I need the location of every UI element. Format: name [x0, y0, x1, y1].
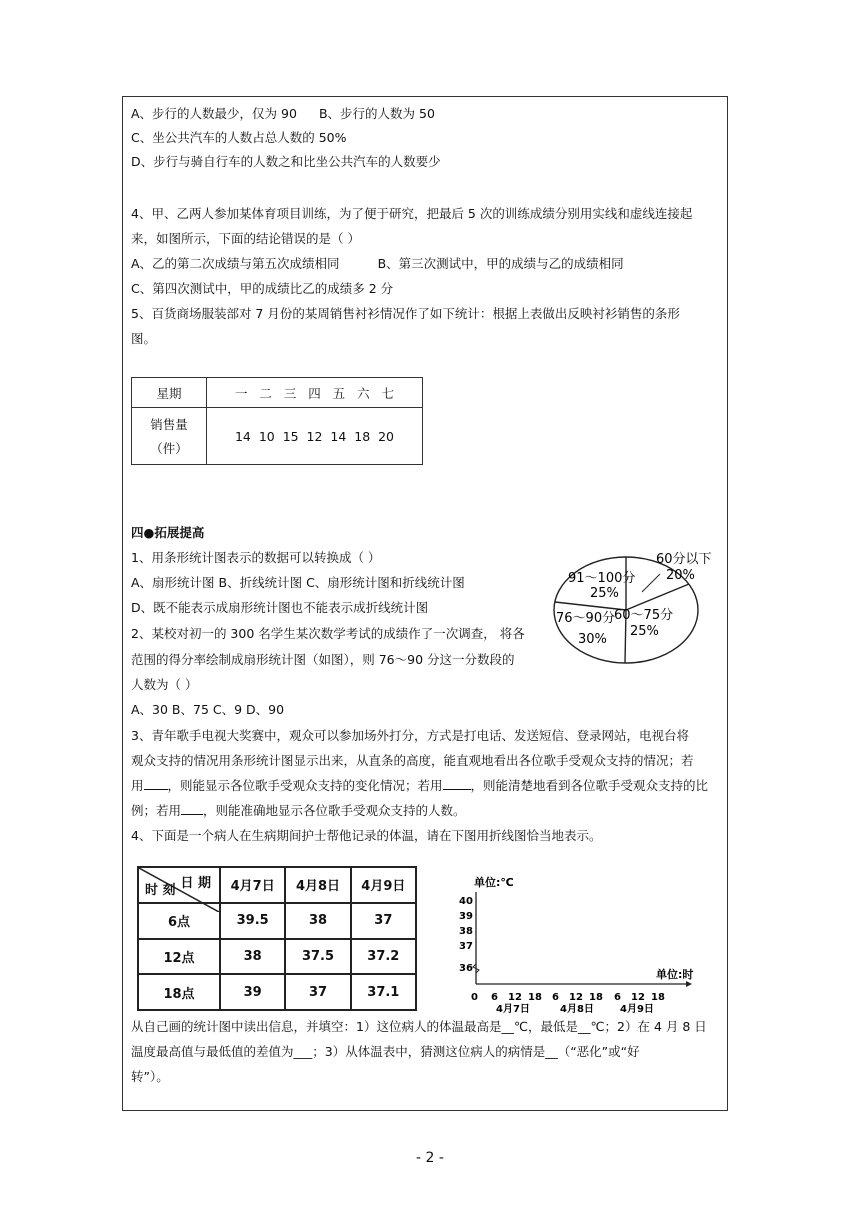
temp-table-time: 6点	[138, 903, 220, 939]
temp-table-cell: 38	[220, 939, 285, 975]
sales-table-weekdays: 一 二 三 四 五 六 七	[207, 378, 423, 408]
x-tick-label: 6	[491, 992, 498, 1003]
s4-q3-line3: 用 ，则能显示各位歌手受观众支持的变化情况；若用 ，则能清楚地看到各位歌手受观众支持的比	[131, 778, 709, 793]
s4-q4-text: 4、下面是一个病人在生病期间护士帮他记录的体温，请在下图用折线图恰当地表示。	[131, 828, 602, 843]
s4-q1-text: 1、用条形统计图表示的数据可以转换成（ ）	[131, 550, 381, 565]
s4-q2-line2: 范围的得分率绘制成扇形统计图（如图），则 76～90 分这一分数段的	[131, 652, 515, 667]
temp-table-cell: 37	[351, 903, 416, 939]
s4-q2-line1: 2、某校对初一的 300 名学生某次数学考试的成绩作了一次调查， 将各	[131, 626, 525, 641]
x-axis-unit: 单位:时	[656, 968, 694, 981]
y-ticks	[459, 896, 473, 974]
x-tick-label: 12	[631, 992, 645, 1003]
q5-text-line1: 5、百货商场服装部对 7 月份的某周销售衬衫情况作了如下统计：根据上表做出反映衬衫销售的条形	[131, 306, 680, 321]
x-date-label: 4月9日	[620, 1004, 654, 1014]
pie-divider	[626, 584, 689, 610]
y-tick-label: 39	[459, 911, 473, 922]
q5-text-line2: 图。	[131, 331, 157, 346]
fill-in-line3: 转”）。	[131, 1069, 169, 1084]
fill-in-line2: 温度最高值与最低值的差值为___；3）从体温表中，猜测这位病人的病情是__（“恶化”或“好	[131, 1044, 640, 1059]
answer-blank[interactable]	[181, 814, 203, 815]
sales-table-volume-label: 销售量 （件）	[132, 408, 207, 465]
table-row	[138, 974, 416, 1010]
sales-table-weekday-label: 星期	[132, 378, 207, 408]
temp-table-time: 12点	[138, 939, 220, 975]
q4-option-c: C、第四次测试中，甲的成绩比乙的成绩多 2 分	[131, 281, 394, 296]
pie-pct-76-90: 30%	[578, 632, 607, 647]
y-tick-label: 37	[459, 941, 473, 952]
q3-option-c: C、坐公共汽车的人数占总人数的 50%	[131, 130, 347, 145]
x-date-label: 4月8日	[560, 1004, 594, 1014]
y-tick-label: 36	[459, 963, 473, 974]
s4-q1-option-d: D、既不能表示成扇形统计图也不能表示成折线统计图	[131, 600, 429, 615]
temp-table-cell: 39.5	[220, 903, 285, 939]
x-tick-label: 12	[508, 992, 522, 1003]
pie-label-91-100: 91～100分	[568, 571, 636, 586]
temp-table-cell: 37.2	[351, 939, 416, 975]
page-number: - 2 -	[416, 1150, 444, 1166]
x-tick-label: 0	[471, 992, 478, 1003]
temperature-chart-axes	[456, 874, 696, 1014]
y-tick-label: 40	[459, 896, 473, 907]
x-tick-label: 18	[528, 992, 542, 1003]
temp-table-cell: 39	[220, 974, 285, 1010]
temperature-table	[137, 866, 417, 1011]
pie-label-60-75: 60～75分	[614, 608, 674, 623]
q4-text-line1: 4、甲、乙两人参加某体育项目训练，为了便于研究，把最后 5 次的训练成绩分别用实线和虚线连接起	[131, 206, 693, 221]
pie-label-below60: 60分以下	[656, 552, 712, 567]
temp-table-date: 4月7日	[220, 867, 285, 903]
q3-option-d: D、步行与骑自行车的人数之和比坐公共汽车的人数要少	[131, 154, 441, 169]
y-tick-label: 38	[459, 926, 473, 937]
answer-blank[interactable]	[144, 789, 168, 790]
pie-pct-60-75: 25%	[630, 624, 659, 639]
score-pie-chart	[548, 546, 728, 666]
q4-options-ab: A、乙的第二次成绩与第五次成绩相同 B、第三次测试中，甲的成绩与乙的成绩相同	[131, 256, 624, 271]
temp-table-corner: 日 期 时 刻	[138, 867, 220, 903]
x-tick-label: 18	[589, 992, 603, 1003]
s4-q1-options-abc: A、扇形统计图 B、折线统计图 C、扇形统计图和折线统计图	[131, 575, 465, 590]
sales-table-values: 14 10 15 12 14 18 20	[207, 408, 423, 465]
temp-table-cell: 37.1	[351, 974, 416, 1010]
q4-text-line2: 来，如图所示，下面的结论错误的是（ ）	[131, 231, 360, 246]
sales-table	[131, 377, 423, 465]
x-tick-label: 12	[569, 992, 583, 1003]
x-date-label: 4月7日	[496, 1004, 530, 1014]
temp-table-cell: 37.5	[285, 939, 350, 975]
temp-table-cell: 37	[285, 974, 350, 1010]
s4-q3-line4: 例；若用 ，则能准确地显示各位歌手受观众支持的人数。	[131, 803, 466, 818]
section-title: 四●拓展提高	[131, 525, 205, 540]
temp-table-date: 4月8日	[285, 867, 350, 903]
s4-q3-line1: 3、青年歌手电视大奖赛中，观众可以参加场外打分，方式是打电话、发送短信、登录网站，电视台将	[131, 728, 689, 743]
s4-q2-line3: 人数为（ ）	[131, 677, 198, 692]
x-axis-arrow	[686, 981, 692, 987]
y-axis-unit: 单位:℃	[474, 876, 514, 889]
x-tick-label: 6	[614, 992, 621, 1003]
temp-table-cell: 38	[285, 903, 350, 939]
s4-q3-line2: 观众支持的情况用条形统计图显示出来，从直条的高度，能直观地看出各位歌手受观众支持的情况；若	[131, 753, 694, 768]
pie-pct-91-100: 25%	[590, 586, 619, 601]
pie-label-76-90: 76～90分	[556, 611, 616, 626]
temp-table-time: 18点	[138, 974, 220, 1010]
q3-options-ab: A、步行的人数最少，仅为 90 B、步行的人数为 50	[131, 106, 435, 121]
answer-blank[interactable]	[443, 789, 471, 790]
pie-pct-below60: 20%	[666, 568, 695, 583]
fill-in-line1: 从自己画的统计图中读出信息，并填空：1）这位病人的体温最高是__℃，最低是__℃；2）在 4 月 8 日	[131, 1019, 707, 1034]
pie-leader-line	[642, 574, 660, 592]
x-ticks	[471, 992, 665, 1003]
s4-q2-options: A、30 B、75 C、9 D、90	[131, 702, 285, 717]
x-tick-label: 6	[552, 992, 559, 1003]
temp-table-date: 4月9日	[351, 867, 416, 903]
table-row	[138, 939, 416, 975]
x-tick-label: 18	[651, 992, 665, 1003]
